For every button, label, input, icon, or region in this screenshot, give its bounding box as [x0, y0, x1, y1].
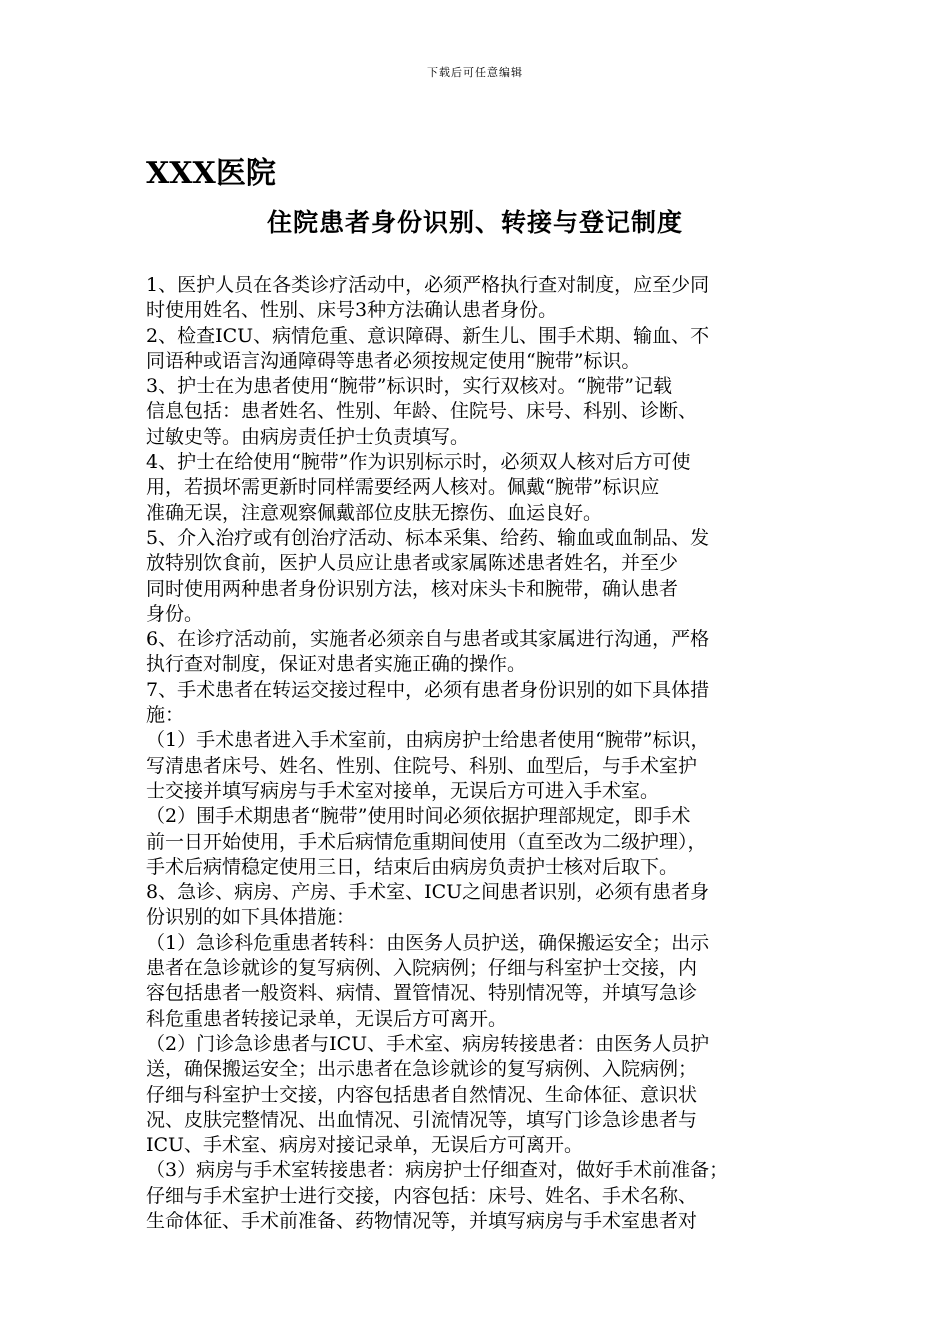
sub-paragraph [146, 931, 810, 1032]
paragraph-line: ICU、手术室、病房对接记录单，无误后方可离开。 [146, 1134, 584, 1157]
numbered-paragraph [146, 880, 810, 931]
paragraph-line: 同语种或语言沟通障碍等患者必须按规定使用“腕带”标识。 [146, 349, 641, 372]
paragraph-line: 8、急诊、病房、产房、手术室、ICU之间患者识别，必须有患者身 [146, 881, 710, 904]
header-note: 下载后可任意编辑 [427, 66, 523, 79]
paragraph-line: 容包括患者一般资料、病情、置管情况、特别情况等，并填写急诊 [146, 982, 698, 1005]
paragraph-line: 用，若损坏需更新时同样需要经两人核对。佩戴“腕带”标识应 [146, 476, 660, 499]
paragraph-line: 3、护士在为患者使用“腕带”标识时，实行双核对。“腕带”记载 [146, 375, 672, 398]
document-body [146, 273, 810, 1234]
sub-paragraph [146, 728, 810, 804]
numbered-paragraph [146, 627, 810, 678]
paragraph-line: 手术后病情稳定使用三日，结束后由病房负责护士核对后取下。 [146, 855, 679, 878]
numbered-paragraph [146, 324, 810, 375]
paragraph-line: 况、皮肤完整情况、出血情况、引流情况等，填写门诊急诊患者与 [146, 1108, 698, 1131]
paragraph-line: 送，确保搬运安全；出示患者在急诊就诊的复写病例、入院病例； [146, 1058, 698, 1081]
paragraph-line: 份识别的如下具体措施： [146, 906, 356, 929]
paragraph-line: 科危重患者转接记录单，无误后方可离开。 [146, 1007, 508, 1030]
paragraph-line: 生命体征、手术前准备、药物情况等，并填写病房与手术室患者对 [146, 1209, 698, 1232]
paragraph-line: 准确无误，注意观察佩戴部位皮肤无擦伤、血运良好。 [146, 501, 603, 524]
paragraph-line: 2、检查ICU、病情危重、意识障碍、新生儿、围手术期、输血、不 [146, 324, 710, 347]
numbered-paragraph [146, 526, 810, 627]
paragraph-line: 患者在急诊就诊的复写病例、入院病例；仔细与科室护士交接，内 [146, 957, 698, 980]
paragraph-line: （2）门诊急诊患者与ICU、手术室、病房转接患者：由医务人员护 [146, 1032, 710, 1055]
paragraph-line: 同时使用两种患者身份识别方法，核对床头卡和腕带，确认患者 [146, 577, 679, 600]
paragraph-line: 6、在诊疗活动前，实施者必须亲自与患者或其家属进行沟通，严格 [146, 628, 710, 651]
paragraph-line: 写清患者床号、姓名、性别、住院号、科别、血型后，与手术室护 [146, 754, 698, 777]
numbered-paragraph [146, 374, 810, 450]
paragraph-line: 前一日开始使用，手术后病情危重期间使用（直至改为二级护理）， [146, 830, 707, 853]
numbered-paragraph [146, 450, 810, 526]
paragraph-line: 7、手术患者在转运交接过程中，必须有患者身份识别的如下具体措 [146, 678, 710, 701]
sub-paragraph [146, 1032, 810, 1158]
paragraph-line: （3）病房与手术室转接患者：病房护士仔细查对，做好手术前准备； [146, 1159, 729, 1182]
paragraph-line: 身份。 [146, 602, 204, 625]
paragraph-line: 1、医护人员在各类诊疗活动中，必须严格执行查对制度，应至少同 [146, 274, 710, 296]
numbered-paragraph [146, 678, 810, 729]
hospital-name: XXX医院 [146, 156, 276, 191]
paragraph-line: 过敏史等。由病房责任护士负责填写。 [146, 425, 470, 448]
document-title: 住院患者身份识别、转接与登记制度 [266, 208, 683, 237]
numbered-paragraph [146, 273, 810, 324]
paragraph-line: 施： [146, 704, 185, 727]
paragraph-line: 放特别饮食前，医护人员应让患者或家属陈述患者姓名，并至少 [146, 552, 679, 575]
paragraph-line: 仔细与科室护士交接，内容包括患者自然情况、生命体征、意识状 [146, 1083, 698, 1106]
paragraph-line: 执行查对制度，保证对患者实施正确的操作。 [146, 653, 527, 676]
paragraph-line: （1）急诊科危重患者转科：由医务人员护送，确保搬运安全；出示 [146, 931, 710, 954]
sub-paragraph [146, 1158, 810, 1234]
paragraph-line: 士交接并填写病房与手术室对接单，无误后方可进入手术室。 [146, 779, 660, 802]
paragraph-line: 仔细与手术室护士进行交接，内容包括：床号、姓名、手术名称、 [146, 1184, 698, 1207]
paragraph-line: 4、护士在给使用“腕带”作为识别标示时，必须双人核对后方可使 [146, 451, 691, 474]
paragraph-line: 时使用姓名、性别、床号3种方法确认患者身份。 [146, 299, 558, 322]
paragraph-line: （2）围手术期患者“腕带”使用时间必须依据护理部规定，即手术 [146, 805, 691, 828]
paragraph-line: （1）手术患者进入手术室前，由病房护士给患者使用“腕带”标识， [146, 729, 710, 752]
paragraph-line: 5、介入治疗或有创治疗活动、标本采集、给药、输血或血制品、发 [146, 526, 710, 549]
sub-paragraph [146, 804, 810, 880]
paragraph-line: 信息包括：患者姓名、性别、年龄、住院号、床号、科别、诊断、 [146, 400, 698, 423]
